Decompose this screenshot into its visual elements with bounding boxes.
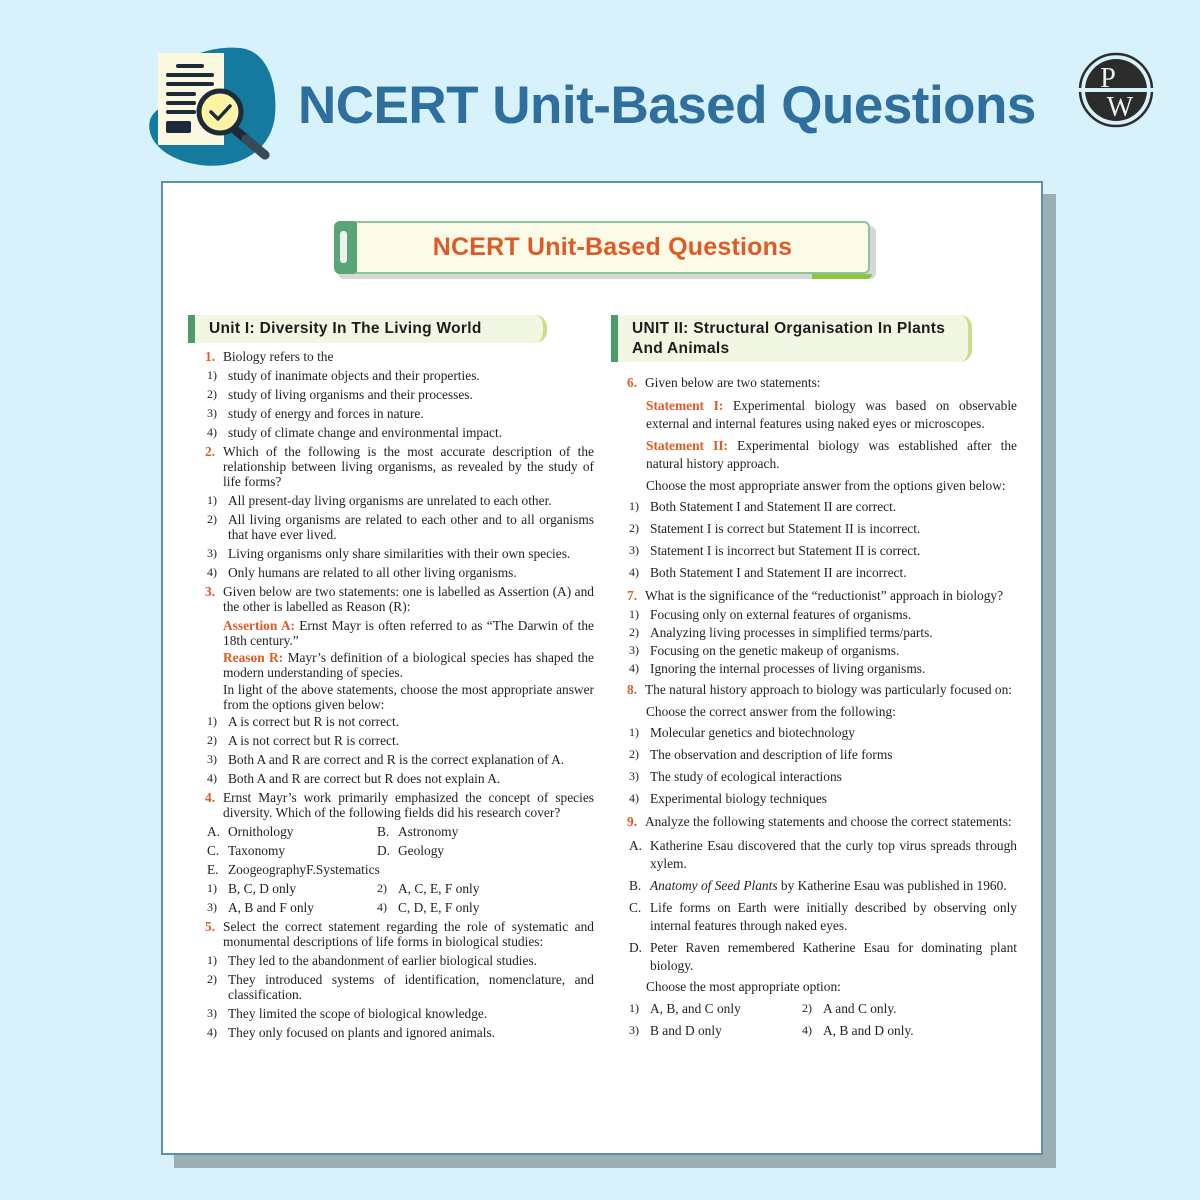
question-text: Analyze the following statements and choose the correct statements: xyxy=(645,814,1012,829)
option xyxy=(205,972,594,1002)
item-text: Life forms on Earth were initially described by observing only internal features through naked eyes. xyxy=(650,900,1017,933)
document-magnifier-check-icon xyxy=(140,40,280,170)
option-text: Only humans are related to all other living organisms. xyxy=(228,565,517,580)
option-number: 3) xyxy=(629,1023,639,1037)
option xyxy=(627,1023,800,1038)
question-4-items xyxy=(205,824,594,877)
instruction: Choose the most appropriate option: xyxy=(646,979,841,994)
item-text: Katherine Esau discovered that the curly top virus spreads through xylem. xyxy=(650,838,1017,871)
option xyxy=(627,543,1017,558)
instruction: Choose the correct answer from the following: xyxy=(646,704,896,719)
option xyxy=(205,512,594,542)
item-letter: D. xyxy=(377,843,391,858)
option-number: 2) xyxy=(629,747,639,761)
option-number: 2) xyxy=(377,881,387,895)
question-9 xyxy=(627,813,1017,831)
statement-1-label: Statement I: xyxy=(646,398,724,413)
unit-2-title: UNIT II: Structural Organisation In Plants And Animals xyxy=(618,315,972,362)
question-number: 5. xyxy=(205,919,216,934)
instruction: In light of the above statements, choose the most appropriate answer from the options given below: xyxy=(223,682,594,712)
option xyxy=(627,607,1017,622)
option-number: 2) xyxy=(207,387,217,401)
option-number: 3) xyxy=(207,752,217,766)
item-letter: B. xyxy=(377,824,390,839)
book-title: Anatomy of Seed Plants xyxy=(650,878,778,893)
item-letter: D. xyxy=(629,940,643,955)
unit-1-heading xyxy=(188,315,547,343)
question-text: Given below are two statements: xyxy=(645,375,821,390)
option-number: 4) xyxy=(207,565,217,579)
option-text: A is not correct but R is correct. xyxy=(228,733,400,748)
option xyxy=(205,387,594,402)
statement-item xyxy=(627,899,1017,935)
option-number: 4) xyxy=(207,1025,217,1039)
statement-2 xyxy=(646,437,1017,473)
option xyxy=(627,725,1017,740)
option-text: Both A and R are correct but R does not explain A. xyxy=(228,771,501,786)
question-6 xyxy=(627,375,1017,390)
question-7 xyxy=(627,587,1017,604)
item-text: Peter Raven remembered Katherine Esau for dominating plant biology. xyxy=(650,940,1017,973)
option-text: Analyzing living processes in simplified terms/parts. xyxy=(650,625,933,640)
option xyxy=(627,521,1017,536)
option xyxy=(205,406,594,421)
option-text: Statement I is incorrect but Statement II is correct. xyxy=(650,543,921,558)
question-1 xyxy=(205,349,594,364)
option xyxy=(627,643,1017,658)
question-text: Ernst Mayr’s work primarily emphasized the concept of species diversity. Which of the following fields did his research cover? xyxy=(223,790,594,820)
banner-accent xyxy=(812,274,872,279)
option xyxy=(205,733,594,748)
item-letter: B. xyxy=(629,878,642,893)
option-text: The observation and description of life forms xyxy=(650,747,893,762)
option-number: 1) xyxy=(629,1001,639,1015)
question-9-options xyxy=(627,1001,1017,1038)
unit-bar xyxy=(188,315,195,343)
logo-letter-w: W xyxy=(1106,92,1134,123)
option xyxy=(205,1006,594,1021)
question-number: 7. xyxy=(627,588,638,603)
option-text: A, B, and C only xyxy=(650,1001,741,1016)
question-3 xyxy=(205,584,594,614)
question-4 xyxy=(205,790,594,820)
option xyxy=(205,953,594,968)
pw-logo xyxy=(1078,52,1154,128)
option xyxy=(205,546,594,561)
option-number: 4) xyxy=(629,661,639,675)
logo-letter-p: P xyxy=(1100,63,1116,94)
option-text: Focusing only on external features of organisms. xyxy=(650,607,912,622)
item-text: Astronomy xyxy=(398,824,459,839)
item xyxy=(375,824,594,839)
instruction: Choose the most appropriate answer from the options given below: xyxy=(646,478,1006,493)
unit-2-heading xyxy=(611,315,972,362)
question-number: 2. xyxy=(205,444,216,459)
question-4-options xyxy=(205,881,594,915)
question-number: 4. xyxy=(205,790,216,805)
statement-1-text: Experimental biology was based on observable external and internal features using naked eyes or microscopes. xyxy=(646,398,1017,431)
question-5 xyxy=(205,919,594,949)
option-text: Molecular genetics and biotechnology xyxy=(650,725,855,740)
question-2 xyxy=(205,444,594,489)
question-1-options xyxy=(205,368,594,440)
question-number: 1. xyxy=(205,349,216,364)
statement-1 xyxy=(646,397,1017,433)
option-number: 4) xyxy=(207,771,217,785)
item-letter: E. xyxy=(207,862,219,877)
option-text: Statement I is correct but Statement II is incorrect. xyxy=(650,521,921,536)
reason-text: Mayr’s definition of a biological species has shaped the modern understanding of species. xyxy=(223,650,594,680)
option xyxy=(375,881,594,896)
item-letter: A. xyxy=(629,838,643,853)
question-text: Which of the following is the most accurate description of the relationship between living organisms, as revealed by the study of life forms? xyxy=(223,444,594,489)
question-9-items xyxy=(627,837,1017,975)
option-text: Focusing on the genetic makeup of organisms. xyxy=(650,643,900,658)
option-number: 1) xyxy=(207,953,217,967)
option xyxy=(627,791,1017,806)
unit-1-title: Unit I: Diversity In The Living World xyxy=(195,315,547,343)
option xyxy=(800,1001,1017,1016)
question-text: Select the correct statement regarding the role of systematic and monumental descriptions of life forms in biological studies: xyxy=(223,919,594,949)
question-6-options xyxy=(627,499,1017,580)
option xyxy=(627,661,1017,676)
item xyxy=(205,824,375,839)
option xyxy=(205,368,594,383)
option-number: 1) xyxy=(629,499,639,513)
reason-label: Reason R: xyxy=(223,650,284,665)
unit-1-questions xyxy=(205,349,594,1044)
question-number: 8. xyxy=(627,682,638,697)
item-text: Ornithology xyxy=(228,824,294,839)
question-text: What is the significance of the “reductionist” approach in biology? xyxy=(645,588,1004,603)
question-number: 3. xyxy=(205,584,216,599)
option-text: All living organisms are related to each other and to all organisms that have ever lived. xyxy=(228,512,594,542)
option-number: 1) xyxy=(207,493,217,507)
statement-item xyxy=(627,837,1017,873)
option-text: A is correct but R is not correct. xyxy=(228,714,400,729)
option-number: 3) xyxy=(207,546,217,560)
option-number: 2) xyxy=(207,972,217,986)
question-3-body xyxy=(205,618,594,712)
option-text: B and D only xyxy=(650,1023,722,1038)
banner-title: NCERT Unit-Based Questions xyxy=(432,233,793,261)
unit-bar xyxy=(611,315,618,362)
item-text: Geology xyxy=(398,843,445,858)
statement-item xyxy=(627,939,1017,975)
question-7-options xyxy=(627,607,1017,676)
option-text: Both Statement I and Statement II are incorrect. xyxy=(650,565,907,580)
option xyxy=(205,881,375,896)
question-8 xyxy=(627,681,1017,699)
option-text: A, B and D only. xyxy=(823,1023,914,1038)
option-number: 3) xyxy=(207,406,217,420)
option-text: They led to the abandonment of earlier biological studies. xyxy=(228,953,538,968)
item xyxy=(205,843,375,858)
option xyxy=(627,769,1017,784)
section-banner xyxy=(334,221,876,279)
option-text: Ignoring the internal processes of living organisms. xyxy=(650,661,926,676)
statement-2-text: Experimental biology was established after the natural history approach. xyxy=(646,438,1017,471)
option-number: 1) xyxy=(207,881,217,895)
option-text: A, C, E, F only xyxy=(398,881,480,896)
option-number: 3) xyxy=(207,1006,217,1020)
option xyxy=(205,493,594,508)
option-number: 3) xyxy=(207,900,217,914)
page-title: NCERT Unit-Based Questions xyxy=(298,76,1036,135)
item-letter: C. xyxy=(629,900,642,915)
option-number: 4) xyxy=(629,791,639,805)
unit-2-questions xyxy=(627,375,1017,1038)
question-3-options xyxy=(205,714,594,786)
option-number: 2) xyxy=(629,521,639,535)
option xyxy=(627,747,1017,762)
question-text: Biology refers to the xyxy=(223,349,334,364)
option xyxy=(205,1025,594,1040)
question-2-options xyxy=(205,493,594,580)
question-6-body xyxy=(627,397,1017,495)
option xyxy=(627,625,1017,640)
option-number: 2) xyxy=(629,625,639,639)
question-number: 9. xyxy=(627,814,638,829)
option-number: 2) xyxy=(207,512,217,526)
option xyxy=(205,714,594,729)
option-number: 4) xyxy=(207,425,217,439)
option-text: B, C, D only xyxy=(228,881,297,896)
option-number: 3) xyxy=(629,643,639,657)
option-number: 4) xyxy=(629,565,639,579)
assertion xyxy=(223,618,594,648)
option-number: 1) xyxy=(629,725,639,739)
option xyxy=(627,499,1017,514)
option xyxy=(800,1023,1017,1038)
option-text: They introduced systems of identification, nomenclature, and classification. xyxy=(228,972,594,1002)
question-number: 6. xyxy=(627,375,638,390)
item-text: ZoogeographyF.Systematics xyxy=(228,862,380,877)
option-text: A, B and F only xyxy=(228,900,314,915)
statement-2-label: Statement II: xyxy=(646,438,729,453)
assertion-text: Ernst Mayr is often referred to as “The Darwin of the 18th century.” xyxy=(223,618,595,648)
option xyxy=(205,900,375,915)
option-text: study of inanimate objects and their properties. xyxy=(228,368,480,383)
question-8-options xyxy=(627,725,1017,806)
option-text: They only focused on plants and ignored animals. xyxy=(228,1025,496,1040)
option-number: 4) xyxy=(802,1023,812,1037)
option xyxy=(205,771,594,786)
assertion-label: Assertion A: xyxy=(223,618,295,633)
question-5-options xyxy=(205,953,594,1040)
item xyxy=(375,843,594,858)
option-text: All present-day living organisms are unrelated to each other. xyxy=(228,493,552,508)
item-text: by Katherine Esau was published in 1960. xyxy=(777,878,1007,893)
banner-tab xyxy=(334,221,354,274)
option-text: They limited the scope of biological knowledge. xyxy=(228,1006,488,1021)
option-number: 2) xyxy=(207,733,217,747)
option xyxy=(375,900,594,915)
option-text: study of climate change and environmental impact. xyxy=(228,425,503,440)
question-text: The natural history approach to biology was particularly focused on: xyxy=(645,682,1013,697)
option-text: C, D, E, F only xyxy=(398,900,480,915)
item-letter: C. xyxy=(207,843,220,858)
option-number: 4) xyxy=(377,900,387,914)
item-letter: A. xyxy=(207,824,221,839)
option-text: The study of ecological interactions xyxy=(650,769,842,784)
option xyxy=(627,1001,800,1016)
banner-box xyxy=(354,221,870,274)
option-text: study of living organisms and their processes. xyxy=(228,387,473,402)
option-text: Both A and R are correct and R is the correct explanation of A. xyxy=(228,752,565,767)
option-text: Living organisms only share similarities with their own species. xyxy=(228,546,571,561)
option-text: Experimental biology techniques xyxy=(650,791,828,806)
option-text: study of energy and forces in nature. xyxy=(228,406,424,421)
option-number: 1) xyxy=(207,714,217,728)
item xyxy=(205,862,594,877)
option-number: 1) xyxy=(207,368,217,382)
option xyxy=(205,752,594,767)
option-number: 3) xyxy=(629,543,639,557)
statement-item xyxy=(627,877,1017,895)
option xyxy=(627,565,1017,580)
option-number: 3) xyxy=(629,769,639,783)
option-text: A and C only. xyxy=(823,1001,897,1016)
item-text: Taxonomy xyxy=(228,843,286,858)
option-number: 2) xyxy=(802,1001,812,1015)
reason xyxy=(223,650,594,680)
option-number: 1) xyxy=(629,607,639,621)
question-text: Given below are two statements: one is labelled as Assertion (A) and the other is labelled as Reason (R): xyxy=(223,584,594,614)
option-text: Both Statement I and Statement II are correct. xyxy=(650,499,897,514)
option xyxy=(205,425,594,440)
option xyxy=(205,565,594,580)
